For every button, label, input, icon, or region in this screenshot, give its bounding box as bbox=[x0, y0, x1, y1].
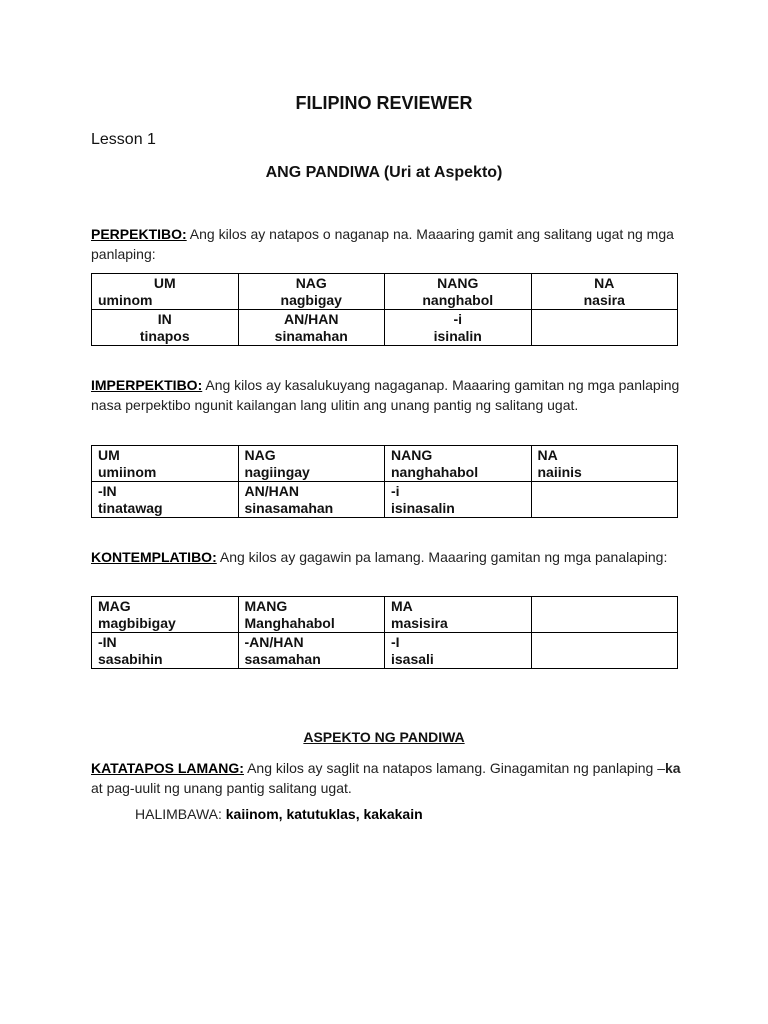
table-cell bbox=[238, 274, 385, 310]
imperpektibo-definition: Ang kilos ay kasalukuyang nagaganap. Maaaring gamitan ng mga panlaping nasa perpektibo ngunit kailangan lang ulitin ang unang pantig ng salitang ugat. bbox=[91, 377, 680, 413]
example-word: uminom bbox=[98, 291, 153, 308]
table-row bbox=[92, 274, 678, 310]
halimbawa-line bbox=[135, 806, 423, 822]
affix: MAG bbox=[98, 597, 131, 614]
imperpektibo-term: IMPERPEKTIBO: bbox=[91, 377, 203, 393]
example-word: umiinom bbox=[98, 463, 157, 480]
example-word: tinatawag bbox=[98, 499, 163, 516]
affix: -IN bbox=[98, 633, 117, 650]
affix: AN/HAN bbox=[244, 482, 299, 499]
katatapos-affix: ka bbox=[665, 760, 681, 776]
example-word: isinasalin bbox=[391, 499, 455, 516]
table-cell bbox=[238, 597, 385, 633]
halimbawa-label: HALIMBAWA: bbox=[135, 806, 226, 822]
affix: NANG bbox=[391, 446, 433, 463]
affix: NAG bbox=[295, 274, 327, 291]
affix: -IN bbox=[98, 482, 117, 499]
affix: NAG bbox=[244, 446, 276, 463]
table-row bbox=[92, 633, 678, 669]
table-cell bbox=[238, 633, 385, 669]
example-word: nagbigay bbox=[280, 291, 342, 308]
affix: MA bbox=[391, 597, 413, 614]
table-cell bbox=[531, 482, 678, 518]
katatapos-paragraph bbox=[91, 758, 681, 798]
example-word: naiinis bbox=[537, 463, 582, 480]
table-cell bbox=[385, 446, 532, 482]
table-cell bbox=[385, 274, 532, 310]
table-cell bbox=[531, 597, 678, 633]
table-cell bbox=[92, 446, 239, 482]
document-title: FILIPINO REVIEWER bbox=[295, 93, 473, 113]
affix: UM bbox=[98, 446, 120, 463]
affix: NA bbox=[594, 274, 615, 291]
example-word: nasira bbox=[583, 291, 625, 308]
table-cell bbox=[531, 274, 678, 310]
example-word: isasali bbox=[391, 650, 434, 667]
table-cell bbox=[531, 633, 678, 669]
example-word: masisira bbox=[391, 614, 448, 631]
affix: -i bbox=[391, 482, 400, 499]
table-cell bbox=[385, 597, 532, 633]
table-cell bbox=[92, 597, 239, 633]
kontemplatibo-definition: Ang kilos ay gagawin pa lamang. Maaaring gamitan ng mga panalaping: bbox=[216, 549, 668, 565]
katatapos-definition-start: Ang kilos ay saglit na natapos lamang. Ginagamitan ng panlaping – bbox=[243, 760, 666, 776]
kontemplatibo-term: KONTEMPLATIBO: bbox=[91, 549, 217, 565]
example-word: sasabihin bbox=[98, 650, 163, 667]
table-cell bbox=[92, 310, 239, 346]
example-word: isinalin bbox=[433, 327, 482, 344]
table-cell bbox=[92, 482, 239, 518]
affix: -I bbox=[391, 633, 400, 650]
kontemplatibo-table bbox=[91, 596, 678, 669]
table-cell bbox=[531, 446, 678, 482]
example-word: nanghabol bbox=[422, 291, 494, 308]
example-word: magbibigay bbox=[98, 614, 176, 631]
katatapos-definition-end: at pag-uulit ng unang pantig salitang ugat. bbox=[91, 780, 352, 796]
example-word: Manghahabol bbox=[244, 614, 335, 631]
table-cell bbox=[238, 446, 385, 482]
example-word: nagiingay bbox=[244, 463, 310, 480]
halimbawa-examples: kaiinom, katutuklas, kakakain bbox=[225, 806, 423, 822]
imperpektibo-table bbox=[91, 445, 678, 518]
kontemplatibo-paragraph bbox=[91, 547, 681, 567]
table-row bbox=[92, 310, 678, 346]
affix: -AN/HAN bbox=[244, 633, 304, 650]
perpektibo-table bbox=[91, 273, 678, 346]
perpektibo-definition: Ang kilos ay natapos o naganap na. Maaaring gamit ang salitang ugat ng mga panlaping: bbox=[91, 226, 674, 262]
table-cell bbox=[385, 633, 532, 669]
example-word: nanghahabol bbox=[391, 463, 479, 480]
affix: AN/HAN bbox=[284, 310, 339, 327]
table-row bbox=[92, 482, 678, 518]
perpektibo-paragraph bbox=[91, 224, 681, 264]
table-cell bbox=[531, 310, 678, 346]
example-word: sinasamahan bbox=[244, 499, 334, 516]
affix: NA bbox=[537, 446, 558, 463]
affix: UM bbox=[153, 274, 176, 291]
perpektibo-term: PERPEKTIBO: bbox=[91, 226, 187, 242]
example-word: sasamahan bbox=[244, 650, 321, 667]
affix: IN bbox=[157, 310, 172, 327]
table-row bbox=[92, 597, 678, 633]
example-word: sinamahan bbox=[274, 327, 348, 344]
table-row bbox=[92, 446, 678, 482]
lesson-subtitle: ANG PANDIWA (Uri at Aspekto) bbox=[265, 164, 503, 181]
table-cell bbox=[92, 633, 239, 669]
table-cell bbox=[92, 274, 239, 310]
affix: MANG bbox=[244, 597, 288, 614]
lesson-label: Lesson 1 bbox=[91, 131, 156, 148]
table-cell bbox=[385, 482, 532, 518]
table-cell bbox=[238, 310, 385, 346]
aspekto-heading: ASPEKTO NG PANDIWA bbox=[303, 729, 465, 745]
imperpektibo-paragraph bbox=[91, 375, 681, 415]
katatapos-term: KATATAPOS LAMANG: bbox=[91, 760, 244, 776]
affix: -i bbox=[453, 310, 463, 327]
table-cell bbox=[385, 310, 532, 346]
table-cell bbox=[238, 482, 385, 518]
affix: NANG bbox=[437, 274, 479, 291]
example-word: tinapos bbox=[139, 327, 190, 344]
